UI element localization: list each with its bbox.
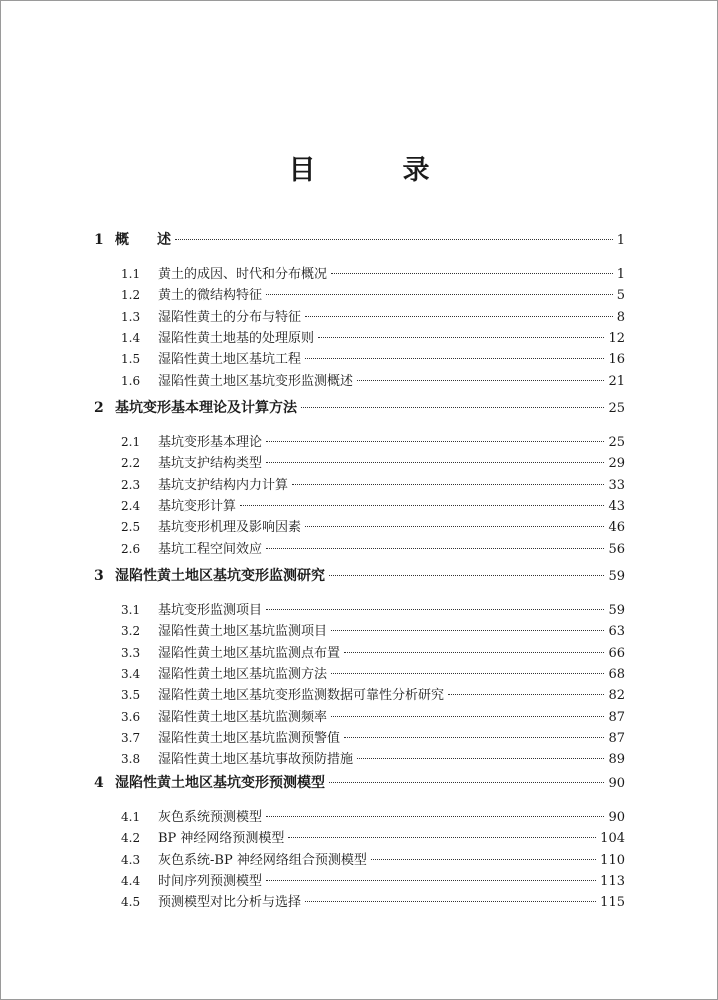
page-number: 113 [600,874,625,889]
entry-title: BP 神经网络预测模型 [158,831,285,846]
entry-number: 3.3 [121,646,141,660]
page-number: 87 [608,710,625,725]
entry-title: 湿陷性黄土地区基坑监测频率 [158,710,328,725]
page-number: 16 [608,352,625,367]
toc-section-1-4[interactable] [121,327,625,347]
toc-section-4-5[interactable] [121,891,625,911]
toc-section-1-2[interactable] [121,284,625,304]
entry-title: 灰色系统-BP 神经网络组合预测模型 [158,853,367,868]
toc-section-1-5[interactable] [121,348,625,368]
dot-leader [305,316,613,317]
page-number: 1 [616,233,625,248]
entry-title: 时间序列预测模型 [158,874,263,889]
dot-leader [331,630,604,631]
entry-number: 1 [94,232,104,248]
page-number: 104 [600,831,625,846]
page-number: 21 [608,374,625,389]
entry-title: 湿陷性黄土地基的处理原则 [158,331,315,346]
toc-section-2-2[interactable] [121,452,625,472]
page-number: 59 [608,569,625,584]
toc-section-2-5[interactable] [121,516,625,536]
entry-title: 基坑支护结构类型 [158,456,263,471]
entry-title: 黄土的成因、时代和分布概况 [158,267,328,282]
dot-leader [266,548,604,549]
entry-title: 湿陷性黄土地区基坑监测项目 [158,624,328,639]
entry-title: 湿陷性黄土地区基坑变形预测模型 [115,775,325,791]
page-number: 12 [608,331,625,346]
entry-number: 1.2 [121,288,141,302]
page-number: 63 [608,624,625,639]
entry-number: 2.1 [121,435,141,449]
entry-number: 3.4 [121,667,141,681]
dot-leader [357,380,604,381]
page-number: 115 [600,895,625,910]
toc-section-4-4[interactable] [121,870,625,890]
entry-number: 2.4 [121,499,141,513]
toc-section-2-6[interactable] [121,538,625,558]
entry-title: 湿陷性黄土地区基坑工程 [158,352,302,367]
entry-number: 3.6 [121,710,141,724]
entry-title: 湿陷性黄土的分布与特征 [158,310,302,325]
dot-leader [329,575,604,576]
entry-number: 2 [94,400,104,416]
toc-section-2-4[interactable] [121,495,625,515]
dot-leader [305,358,604,359]
entry-number: 4.3 [121,853,141,867]
page-number: 25 [608,435,625,450]
entry-title: 基坑变形监测项目 [158,603,263,618]
page-number: 110 [600,853,625,868]
dot-leader [371,859,596,860]
toc-section-4-1[interactable] [121,806,625,826]
entry-title: 基坑工程空间效应 [158,542,263,557]
entry-number: 3.2 [121,624,141,638]
entry-number: 1.3 [121,310,141,324]
toc-section-3-5[interactable] [121,684,625,704]
page-number: 8 [616,310,625,325]
page-number: 89 [608,752,625,767]
toc-chapter-4[interactable] [94,772,625,792]
entry-title: 灰色系统预测模型 [158,810,263,825]
page-number: 90 [608,810,625,825]
toc-section-3-2[interactable] [121,620,625,640]
toc-section-2-3[interactable] [121,474,625,494]
entry-title: 基坑变形机理及影响因素 [158,520,302,535]
entry-number: 4.4 [121,874,141,888]
page-number: 82 [608,688,625,703]
toc-section-3-3[interactable] [121,642,625,662]
entry-number: 1.6 [121,374,141,388]
page-number: 56 [608,542,625,557]
toc-section-2-1[interactable] [121,431,625,451]
page-number: 68 [608,667,625,682]
entry-number: 2.3 [121,478,141,492]
toc-section-3-4[interactable] [121,663,625,683]
page-number: 33 [608,478,625,493]
entry-title: 湿陷性黄土地区基坑事故预防措施 [158,752,354,767]
dot-leader [331,716,604,717]
dot-leader [266,816,604,817]
page-title: 目 录 [288,155,460,186]
entry-number: 4 [94,775,104,791]
entry-number: 2.5 [121,520,141,534]
dot-leader [305,526,604,527]
toc-section-1-1[interactable] [121,263,625,283]
toc-chapter-3[interactable] [94,565,625,585]
entry-number: 3.5 [121,688,141,702]
toc-section-1-3[interactable] [121,306,625,326]
dot-leader [448,694,604,695]
page-number: 1 [616,267,625,282]
entry-number: 4.1 [121,810,141,824]
entry-title: 湿陷性黄土地区基坑变形监测研究 [115,568,325,584]
toc-section-4-3[interactable] [121,849,625,869]
toc-section-3-8[interactable] [121,748,625,768]
dot-leader [305,901,596,902]
dot-leader [301,407,604,408]
dot-leader [329,782,604,783]
dot-leader [266,880,596,881]
toc-chapter-2[interactable] [94,397,625,417]
entry-number: 1.1 [121,267,141,281]
dot-leader [318,337,604,338]
dot-leader [288,837,596,838]
entry-title: 湿陷性黄土地区基坑监测预警值 [158,731,341,746]
page-number: 29 [608,456,625,471]
dot-leader [175,239,613,240]
entry-title: 湿陷性黄土地区基坑变形监测数据可靠性分析研究 [158,688,445,703]
entry-title: 湿陷性黄土地区基坑变形监测概述 [158,374,354,389]
page-number: 59 [608,603,625,618]
toc-section-4-2[interactable] [121,827,625,847]
dot-leader [266,441,604,442]
toc-section-3-1[interactable] [121,599,625,619]
entry-number: 3 [94,568,104,584]
entry-number: 1.4 [121,331,141,345]
page-number: 25 [608,401,625,416]
dot-leader [240,505,604,506]
page-number: 43 [608,499,625,514]
entry-number: 2.6 [121,542,141,556]
entry-number: 1.5 [121,352,141,366]
entry-title: 基坑支护结构内力计算 [158,478,289,493]
entry-title: 基坑变形基本理论 [158,435,263,450]
page-number: 66 [608,646,625,661]
dot-leader [266,462,604,463]
entry-number: 3.7 [121,731,141,745]
entry-number: 2.2 [121,456,141,470]
entry-title: 湿陷性黄土地区基坑监测方法 [158,667,328,682]
dot-leader [357,758,604,759]
dot-leader [266,609,604,610]
entry-title: 基坑变形基本理论及计算方法 [115,400,297,416]
entry-number: 3.8 [121,752,141,766]
dot-leader [331,673,604,674]
dot-leader [344,652,604,653]
entry-number: 4.5 [121,895,141,909]
entry-title: 预测模型对比分析与选择 [158,895,302,910]
entry-title: 基坑变形计算 [158,499,237,514]
entry-number: 3.1 [121,603,141,617]
dot-leader [331,273,613,274]
entry-title: 黄土的微结构特征 [158,288,263,303]
page-number: 87 [608,731,625,746]
dot-leader [344,737,604,738]
page-number: 46 [608,520,625,535]
toc-chapter-1[interactable] [94,229,625,249]
page-number: 90 [608,776,625,791]
dot-leader [266,294,613,295]
dot-leader [292,484,604,485]
entry-title: 概 述 [115,232,171,248]
toc-section-3-6[interactable] [121,706,625,726]
toc-section-3-7[interactable] [121,727,625,747]
entry-number: 4.2 [121,831,141,845]
entry-title: 湿陷性黄土地区基坑监测点布置 [158,646,341,661]
toc-section-1-6[interactable] [121,370,625,390]
page-number: 5 [616,288,625,303]
